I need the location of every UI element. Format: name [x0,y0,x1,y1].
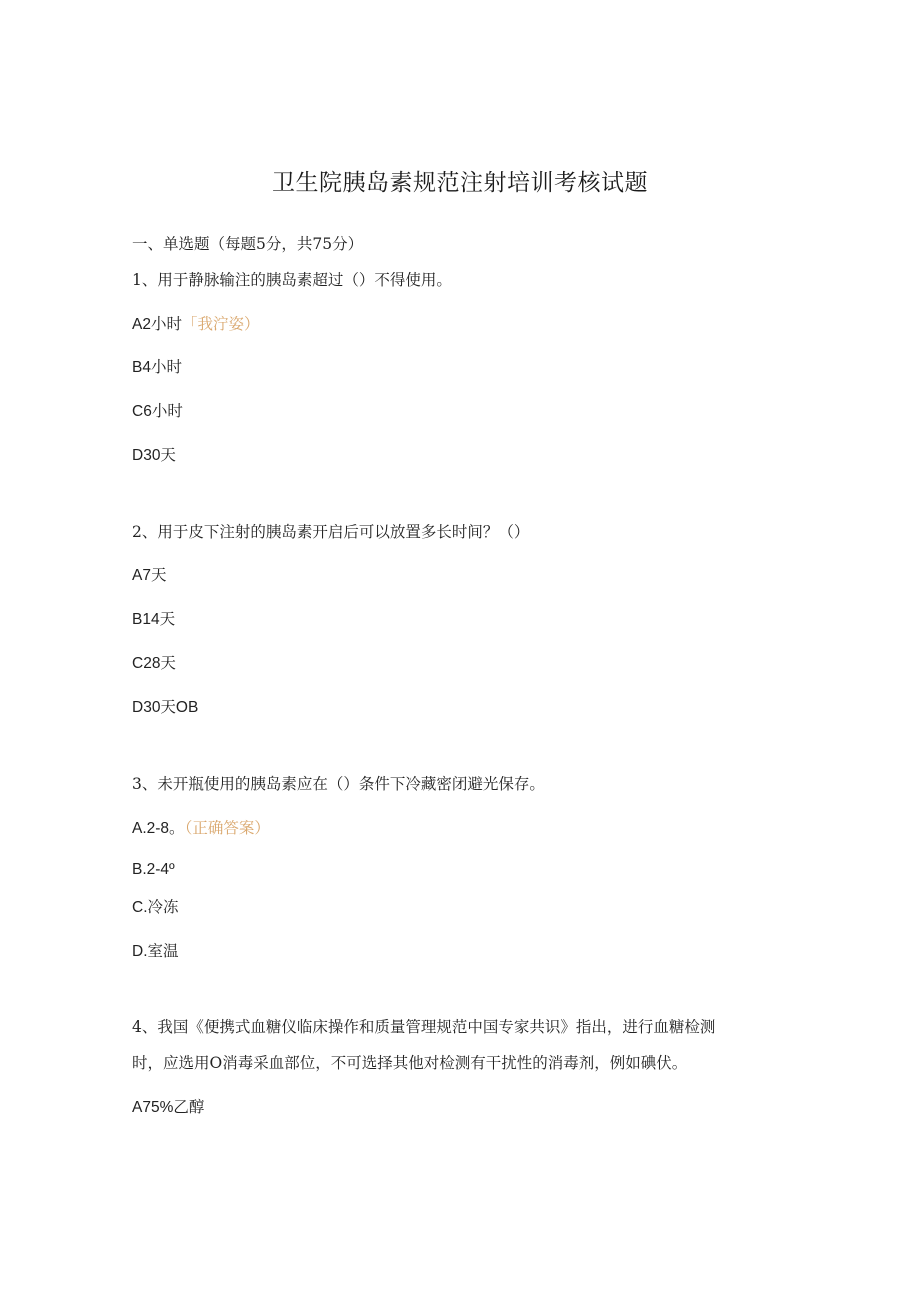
answer-mark: 「我泞姿） [181,315,260,333]
question-1-option-c: C6小时 [132,403,183,420]
question-2-option-a: A7天 [132,567,167,584]
question-4-stem-line-1: 4、我国《便携式血糖仪临床操作和质量管理规范中国专家共识》指出，进行血糖检测 [132,1018,716,1036]
question-3-option-b: B.2-4º [132,861,175,878]
option-text: A.2-8。 [132,820,185,837]
section-heading: 一、单选题（每题5分，共75分） [132,235,364,253]
question-1-option-a [132,314,259,335]
answer-mark: （正确答案） [184,819,270,837]
question-3-option-a [132,818,270,839]
question-3-option-d: D.室温 [132,943,179,960]
question-1-option-d: D30天 [132,447,176,464]
question-1-option-b: B4小时 [132,359,182,376]
page-title: 卫生院胰岛素规范注射培训考核试题 [272,170,648,196]
option-text: A2小时 [132,316,182,333]
question-2-stem: 2、用于皮下注射的胰岛素开启后可以放置多长时间？（） [132,523,530,541]
question-4-option-a: A75%乙醇 [132,1099,205,1116]
question-3-stem: 3、未开瓶使用的胰岛素应在（）条件下冷藏密闭避光保存。 [132,775,545,793]
question-1-stem: 1、用于静脉输注的胰岛素超过（）不得使用。 [132,271,452,289]
question-4-stem-line-2: 时，应选用O消毒采血部位，不可选择其他对检测有干扰性的消毒剂，例如碘伏。 [132,1054,688,1072]
question-3-option-c: C.冷冻 [132,899,179,916]
question-2-option-b: B14天 [132,611,176,628]
question-2-option-d: D30天OB [132,699,199,716]
question-2-option-c: C28天 [132,655,176,672]
